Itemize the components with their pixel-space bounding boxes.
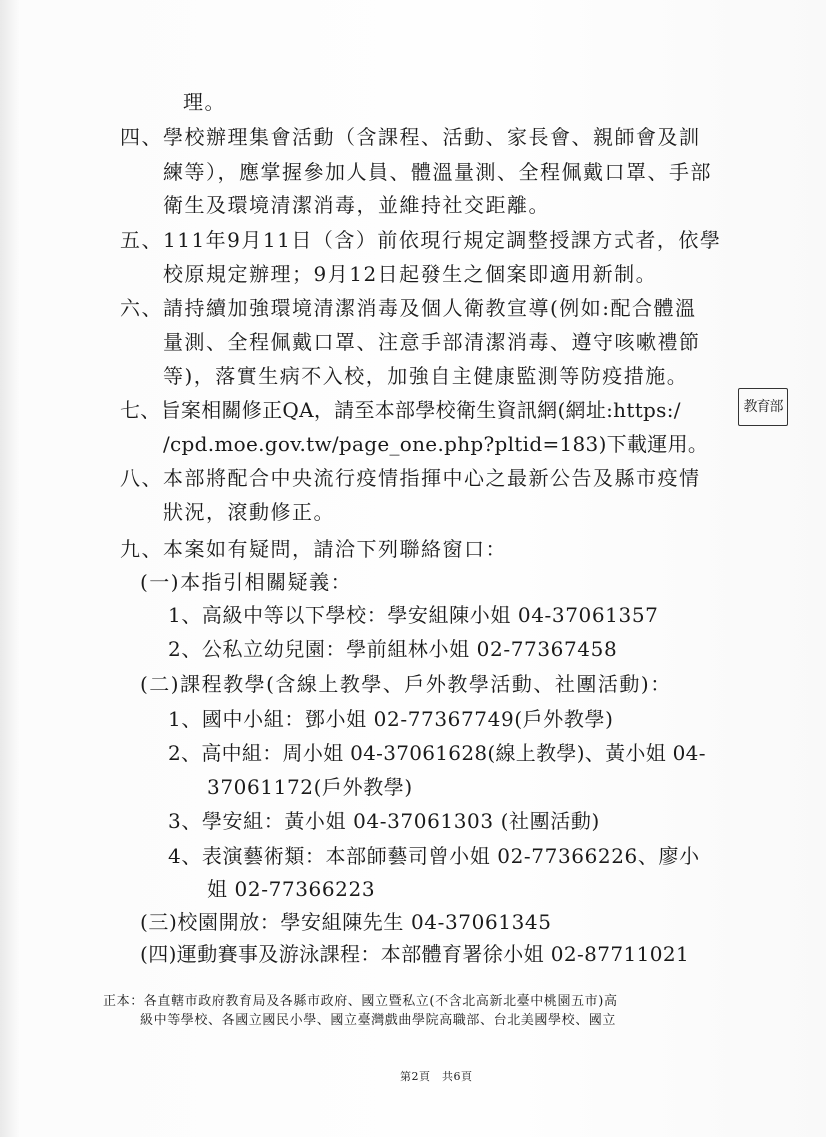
body-line: 六、請持續加強環境清潔消毒及個人衛教宣導(例如:配合體溫 (120, 296, 697, 320)
body-line: (一)本指引相關疑義： (140, 570, 353, 594)
body-line: 練等），應掌握參加人員、體溫量測、全程佩戴口罩、手部 (163, 160, 712, 184)
body-line: 五、111年9月11日（含）前依現行規定調整授課方式者，依學 (120, 228, 722, 252)
body-line: 九、本案如有疑問，請洽下列聯絡窗口： (120, 537, 507, 561)
body-line: 4、表演藝術類：本部師藝司曾小姐 02-77366226、廖小 (168, 844, 700, 868)
body-line: 2、高中組：周小姐 04-37061628(線上教學)、黃小姐 04- (168, 741, 706, 765)
body-line: 理。 (183, 90, 226, 114)
cc-line: 正本：各直轄市政府教育局及各縣市政府、國立暨私立(不含北高新北臺中桃園五市)高 (103, 994, 618, 1009)
body-line: 衛生及環境清潔消毒，並維持社交距離。 (163, 193, 550, 217)
body-line: 七、旨案相關修正QA，請至本部學校衛生資訊網(網址:https:/ (120, 398, 681, 422)
body-line: 八、本部將配合中央流行疫情指揮中心之最新公告及縣市疫情 (120, 466, 701, 490)
body-line: /cpd.moe.gov.tw/page_one.php?pltid=183)下載運用。 (163, 432, 709, 456)
body-line: 狀況，滾動修正。 (163, 500, 335, 524)
body-line: (二)課程教學(含線上教學、戶外教學活動、社團活動)： (140, 672, 672, 696)
body-line: 四、學校辦理集會活動（含課程、活動、家長會、親師會及訓 (120, 125, 701, 149)
body-line: 1、國中小組：鄧小姐 02-77367749(戶外教學) (168, 707, 614, 731)
body-line: (四)運動賽事及游泳課程：本部體育署徐小姐 02-87711021 (140, 942, 690, 966)
body-line: 1、高級中等以下學校：學安組陳小姐 04-37061357 (168, 603, 659, 627)
seal-stamp: 教育部 (738, 388, 788, 426)
body-line: 2、公私立幼兒園：學前組林小姐 02-77367458 (168, 637, 618, 661)
body-line: 3、學安組：黃小姐 04-37061303 (社團活動) (168, 809, 600, 833)
body-line: 量測、全程佩戴口罩、注意手部清潔消毒、遵守咳嗽禮節 (163, 330, 701, 354)
page-number: 第2頁 共6頁 (400, 1070, 473, 1083)
body-line: 姐 02-77366223 (207, 877, 376, 901)
body-line: (三)校園開放：學安組陳先生 04-37061345 (140, 910, 552, 934)
body-line: 37061172(戶外教學) (207, 775, 413, 799)
body-line: 等)，落實生病不入校，加強自主健康監測等防疫措施。 (163, 364, 689, 388)
body-line: 校原規定辦理；9月12日起發生之個案即適用新制。 (163, 262, 658, 286)
cc-line: 級中等學校、各國立國民小學、國立臺灣戲曲學院高職部、台北美國學校、國立 (140, 1013, 617, 1028)
